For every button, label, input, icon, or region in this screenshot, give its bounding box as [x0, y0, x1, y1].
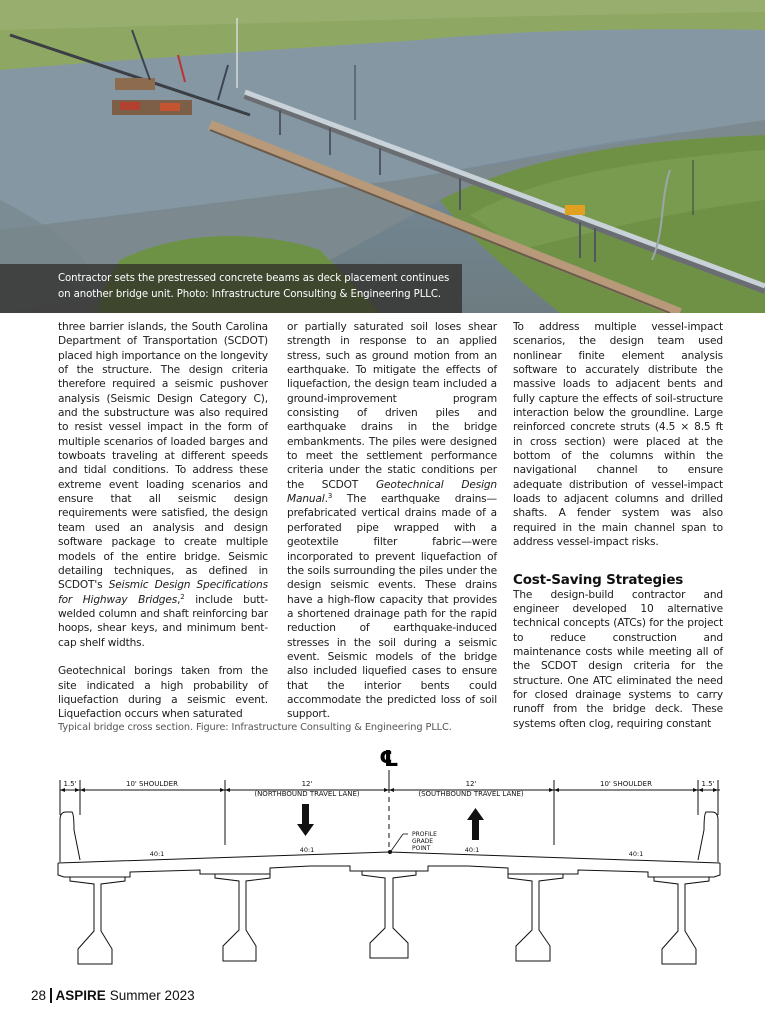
northbound-lane-label: (NORTHBOUND TRAVEL LANE)	[254, 790, 360, 798]
article-column-2	[287, 320, 497, 722]
left-barrier	[60, 812, 80, 862]
section-heading: Cost-Saving Strategies	[513, 571, 684, 588]
paragraph: Geotechnical borings taken from the site indicated a high probability of liquefaction during a seismic event. Liquefaction occurs when saturated	[58, 665, 268, 721]
left-shoulder-dimension: 10' SHOULDER	[126, 780, 178, 788]
svg-text:GRADE: GRADE	[412, 838, 434, 845]
southbound-lane-width: 12'	[465, 780, 477, 788]
cross-slope-label: 40:1	[628, 850, 644, 858]
girder	[362, 871, 416, 958]
deck-slab	[58, 863, 720, 877]
page-number: 28	[31, 988, 47, 1003]
svg-text:POINT: POINT	[412, 845, 431, 852]
northbound-arrow-icon	[297, 804, 314, 836]
right-barrier	[698, 812, 718, 862]
girder	[70, 877, 125, 964]
cross-slope-label: 40:1	[149, 850, 165, 858]
paragraph: or partially saturated soil loses shear strength in response to an applied stress, such as ground motion from an earthquake. To mitigate the effects of liquefaction, the design team included a ground-improvement program consisting of driven piles and earthquake drains in the bridge embankments. The piles were designed to meet the settlement performance criteria under the static conditions per the SCDOT Geotechnical Design Manual.$^3$ The earthquake drains—prefabricated vertical drains made of a perforated pipe wrapped with a geotextile filter fabric—were incorporated to prevent liquefaction of the soils surrounding the piles under the design seismic events. These drains have a high-flow capacity that provides a shortened drainage path for the rapid reduction of earthquake-induced stresses in the soil during a seismic event. Seismic models of the bridge also included liquefied cases to ensure that the interior bents could accommodate the predicted loss of soil support.	[287, 321, 497, 721]
left-barrier-dimension: 1.5'	[63, 780, 77, 788]
girder	[215, 874, 270, 961]
bridge-cross-section-figure	[0, 740, 765, 990]
footnote-ref: 2	[180, 592, 185, 601]
centerline-symbol: ℄	[379, 747, 399, 772]
right-barrier-dimension: 1.5'	[701, 780, 715, 788]
footer-divider	[50, 988, 52, 1003]
girder	[654, 877, 709, 964]
girder	[508, 874, 563, 961]
southbound-lane-label: (SOUTHBOUND TRAVEL LANE)	[418, 790, 524, 798]
cross-slope-label: 40:1	[299, 846, 315, 854]
northbound-lane-width: 12'	[301, 780, 313, 788]
publication-title: Seismic Design Specifications for Highway Bridges	[58, 579, 268, 606]
article-column-1	[58, 320, 268, 722]
svg-text:PROFILE: PROFILE	[412, 831, 437, 838]
page-footer	[31, 988, 195, 1003]
issue-label: Summer 2023	[109, 988, 195, 1003]
article-column-3	[513, 320, 723, 731]
bridge-construction-photo	[0, 0, 765, 313]
footnote-ref: 3	[327, 492, 333, 501]
profile-grade-point-callout	[388, 831, 437, 854]
cross-slope-label: 40:1	[464, 846, 480, 854]
right-shoulder-dimension: 10' SHOULDER	[600, 780, 652, 788]
paragraph: The design-build contractor and engineer developed 10 alternative technical concepts (ATCs) for the project to reduce construction and maintenance costs while meeting all of the SCDOT design criteria for the structure. One ATC eliminated the need for closed drainage systems to carry runoff from the bridge deck. These systems often clog, requiring constant	[513, 588, 723, 730]
figure-caption: Typical bridge cross section. Figure: Infrastructure Consulting & Engineering PLLC.	[58, 722, 452, 733]
paragraph: three barrier islands, the South Carolina Department of Transportation (SCDOT) placed high importance on the longevity of the structure. The design criteria therefore required a seismic pushover analysis (Seismic Design Category C), and the substructure was also required to resist vessel impact in the form of multiple scenarios of loaded barges and towboats traveling at different speeds and tidal conditions. To address these extreme event loading scenarios and ensure that all seismic design requirements were satisfied, the design team used an analysis and design software package to create multiple models of the entire bridge. Seismic detailing techniques, as defined in SCDOT's Seismic Design Specifications for Highway Bridges,$^2$ include butt-welded column and shaft reinforcing bar hoops, shear keys, and minimum bent-cap shelf widths.	[58, 321, 268, 649]
paragraph: To address multiple vessel-impact scenarios, the design team used nonlinear finite element analysis software to accurately distribute the massive loads to adjacent bents and fully capture the effects of soil-structure interaction below the groundline. Large reinforced concrete struts (4.5 × 8.5 ft in cross section) were placed at the bottom of the columns within the navigational channel to ensure adequate distribution of vessel-impact loads to adjacent columns and drilled shafts. A fender system was also required in the main channel span to address vessel-impact risks.	[513, 321, 723, 549]
photo-caption: Contractor sets the prestressed concrete beams as deck placement continues on another bridge unit. Photo: Infrastructure Consulting & Engineering PLLC.	[0, 264, 462, 313]
publication-title: Geotechnical Design Manual	[287, 478, 497, 506]
southbound-arrow-icon	[467, 808, 484, 840]
magazine-name: ASPIRE	[55, 988, 106, 1003]
